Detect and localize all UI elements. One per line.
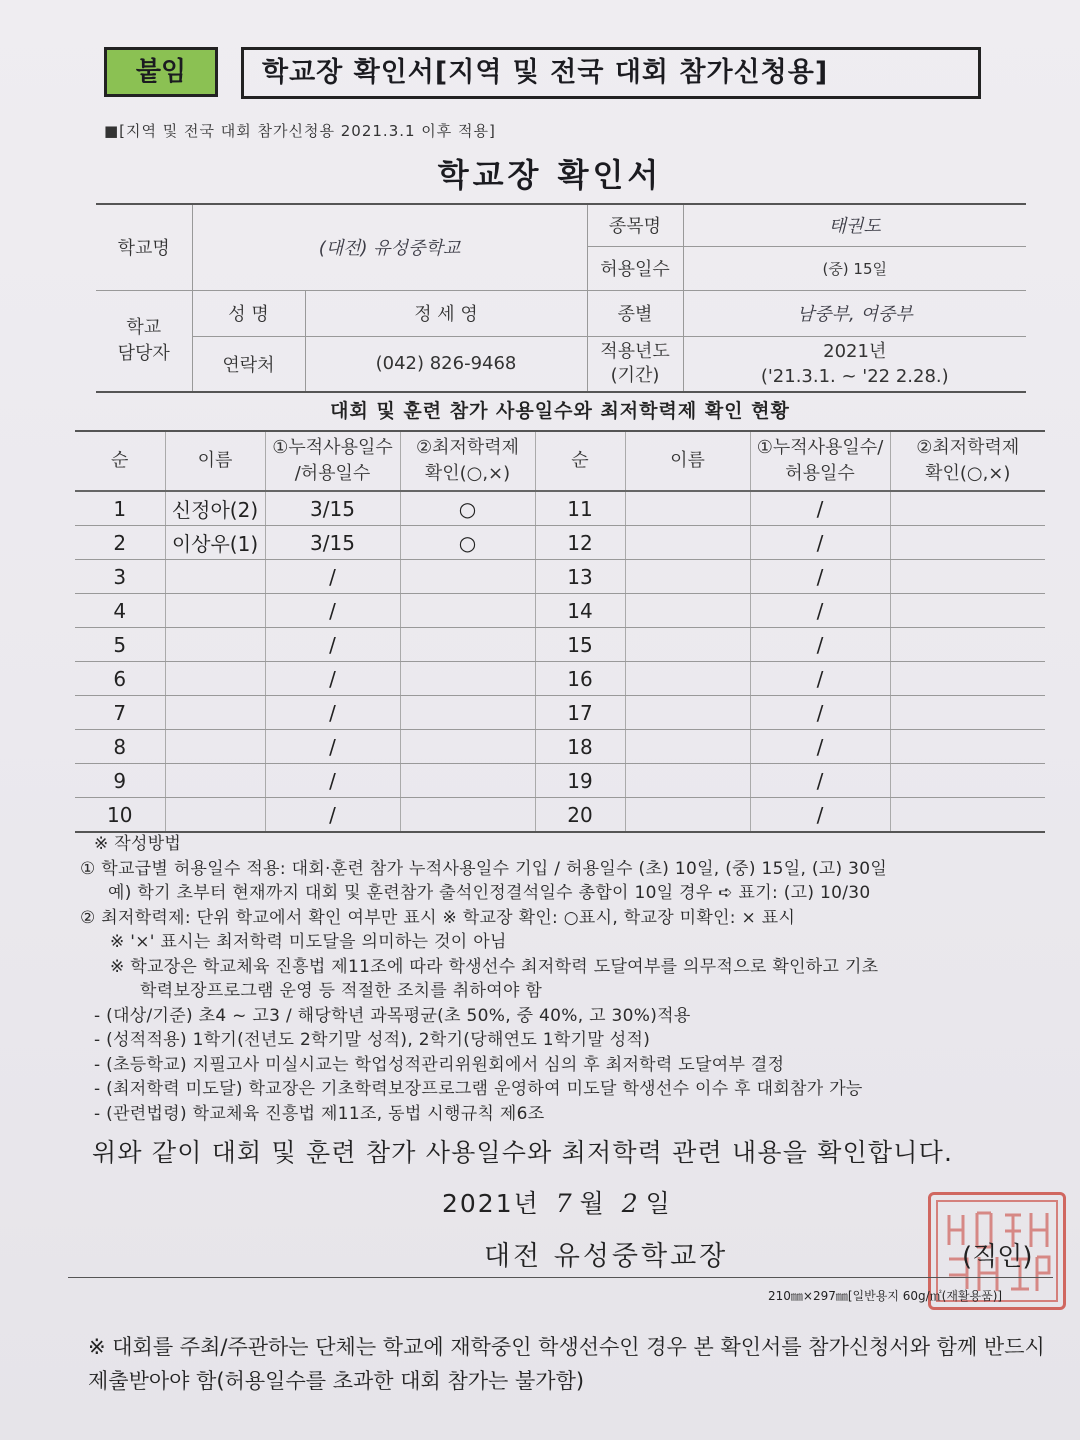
row-name (165, 560, 265, 594)
note-line: - (성적적용) 1학기(전년도 2학기말 성적), 2학기(당해연도 1학기말 성적) (94, 1030, 651, 1050)
row-no: 7 (75, 696, 165, 730)
note-line: ※ 작성방법 (94, 834, 182, 854)
row-name: 이상우(1) (165, 526, 265, 560)
section-title: 대회 및 훈련 참가 사용일수와 최저학력제 확인 현황 (330, 400, 790, 422)
row-no-2: 16 (535, 662, 625, 696)
row-days: / (265, 628, 400, 662)
note-line: - (최저학력 미도달) 학교장은 기초학력보장프로그램 운영하여 미도달 학생선수 이수 후 대회참가 가능 (94, 1079, 863, 1099)
row-no-2: 15 (535, 628, 625, 662)
row-days-2: / (750, 594, 890, 628)
period-label: (기간) (610, 364, 660, 386)
row-no: 4 (75, 594, 165, 628)
row-no-2: 14 (535, 594, 625, 628)
document-title: 학교장 확인서 (437, 156, 663, 194)
row-days: / (265, 730, 400, 764)
date-month: 월 (579, 1189, 606, 1218)
row-no-2: 20 (535, 798, 625, 833)
year-label: 적용년도 (600, 340, 670, 362)
principal-signature: 대전 유성중학교장 (484, 1241, 729, 1272)
row-no-2: 12 (535, 526, 625, 560)
row-check-2 (890, 560, 1045, 594)
row-name (165, 764, 265, 798)
row-check-2 (890, 696, 1045, 730)
row-days-2: / (750, 764, 890, 798)
row-check-2 (890, 730, 1045, 764)
note-line: ① 학교급별 허용일수 적용: 대회·훈련 참가 누적사용일수 기입 / 허용일수 (초) 10일, (중) 15일, (고) 30일 (80, 858, 888, 879)
header-title: 학교장 확인서[지역 및 전국 대회 참가신청용] (241, 47, 981, 99)
col-no-2: 순 (535, 431, 625, 491)
row-check (400, 764, 535, 798)
row-check (400, 696, 535, 730)
seal-label: (직인) (962, 1242, 1033, 1272)
note-line: - (관련법령) 학교체육 진흥법 제11조, 동법 시행규칙 제6조 (94, 1103, 545, 1124)
row-check (400, 594, 535, 628)
confirmation-statement: 위와 같이 대회 및 훈련 참가 사용일수와 최저학력 관련 내용을 확인합니다. (92, 1138, 954, 1167)
row-name-2 (625, 662, 750, 696)
row-no: 1 (75, 491, 165, 526)
col-name: 이름 (165, 431, 265, 491)
row-no: 3 (75, 560, 165, 594)
row-no: 10 (75, 798, 165, 833)
note-line: - (초등학교) 지필고사 미실시교는 학업성적관리위원회에서 심의 후 최저학력 도달여부 결정 (94, 1054, 785, 1075)
row-no-2: 13 (535, 560, 625, 594)
row-days: / (265, 798, 400, 833)
col-days2-line2: 허용일수 (785, 463, 855, 484)
row-name-2 (625, 560, 750, 594)
row-name-2 (625, 696, 750, 730)
division-value: 남중부, 여중부 (683, 290, 1026, 336)
table-row (75, 628, 1045, 662)
row-name (165, 594, 265, 628)
row-no: 6 (75, 662, 165, 696)
name-label: 성 명 (192, 290, 305, 336)
row-name (165, 662, 265, 696)
contact-label: 연락처 (192, 336, 305, 392)
row-no-2: 11 (535, 491, 625, 526)
row-check (400, 798, 535, 833)
col-check-line1: ②최저학력제 (415, 437, 520, 458)
row-no-2: 18 (535, 730, 625, 764)
paper-spec: 210㎜×297㎜[일반용지 60g/㎡(재활용품)] (768, 1289, 1003, 1303)
row-no: 2 (75, 526, 165, 560)
row-name-2 (625, 628, 750, 662)
row-days: / (265, 560, 400, 594)
allowed-days-value: (중) 15일 (683, 246, 1026, 290)
row-days: 3/15 (265, 526, 400, 560)
row-days: / (265, 662, 400, 696)
table-row (75, 662, 1045, 696)
col-no: 순 (75, 431, 165, 491)
date-year: 2021년 (442, 1189, 540, 1218)
row-check (400, 628, 535, 662)
school-name-label: 학교명 (96, 204, 192, 290)
note-line: 예) 학기 초부터 현재까지 대회 및 훈련참가 출석인정결석일수 총합이 10일 경우 ➪ 표기: (고) 10/30 (108, 883, 871, 903)
row-days-2: / (750, 560, 890, 594)
row-check-2 (890, 662, 1045, 696)
row-no: 9 (75, 764, 165, 798)
instructions (80, 832, 1060, 1126)
row-no-2: 17 (535, 696, 625, 730)
row-check (400, 662, 535, 696)
participation-table (75, 430, 1045, 833)
date-month-num: 7 (555, 1189, 574, 1218)
divider (68, 1277, 1053, 1278)
row-check: ○ (400, 526, 535, 560)
row-check-2 (890, 798, 1045, 833)
sport-label: 종목명 (587, 204, 683, 246)
row-name: 신정아(2) (165, 491, 265, 526)
row-name-2 (625, 594, 750, 628)
row-days-2: / (750, 491, 890, 526)
year-value: 2021년 (823, 340, 887, 362)
row-name (165, 628, 265, 662)
table-row (75, 764, 1045, 798)
row-name (165, 730, 265, 764)
row-days: 3/15 (265, 491, 400, 526)
table-row (75, 560, 1045, 594)
row-name-2 (625, 491, 750, 526)
row-days-2: / (750, 730, 890, 764)
col-days-line1: ①누적사용일수 (272, 437, 393, 458)
row-days-2: / (750, 526, 890, 560)
table-row (75, 798, 1045, 833)
applicability-note: ■[지역 및 전국 대회 참가신청용 2021.3.1 이후 적용] (104, 122, 496, 140)
row-no: 5 (75, 628, 165, 662)
row-name (165, 798, 265, 833)
row-check: ○ (400, 491, 535, 526)
signing-date (442, 1184, 672, 1220)
col-check2-line1: ②최저학력제 (916, 437, 1020, 458)
note-line: ※ 학교장은 학교체육 진흥법 제11조에 따라 학생선수 최저학력 도달여부를 의무적으로 확인하고 기초 (110, 956, 879, 977)
note-line: - (대상/기준) 초4 ~ 고3 / 해당학년 과목평균(초 50%, 중 40%, 고 30%)적용 (94, 1005, 691, 1026)
manager-label: 학교 담당자 (96, 290, 192, 392)
row-check-2 (890, 491, 1045, 526)
row-days: / (265, 696, 400, 730)
info-table (96, 203, 1026, 393)
row-name-2 (625, 526, 750, 560)
date-day-num: 2 (621, 1189, 640, 1218)
row-check-2 (890, 628, 1045, 662)
col-name-2: 이름 (625, 431, 750, 491)
row-no-2: 19 (535, 764, 625, 798)
row-check-2 (890, 594, 1045, 628)
table-row (75, 696, 1045, 730)
row-no: 8 (75, 730, 165, 764)
note-line: ② 최저학력제: 단위 학교에서 확인 여부만 표시 ※ 학교장 확인: ○표시, 학교장 미확인: × 표시 (80, 907, 796, 928)
note-line: ※ '×' 표시는 최저학력 미도달을 의미하는 것이 아님 (110, 932, 507, 952)
row-check (400, 560, 535, 594)
row-name-2 (625, 798, 750, 833)
note-line: 학력보장프로그램 운영 등 적절한 조치를 취하여야 함 (140, 981, 543, 1001)
date-day: 일 (645, 1189, 672, 1218)
col-days2-line1: ①누적사용일수/ (756, 437, 884, 458)
period-value: ('21.3.1. ~ '22 2.28.) (760, 365, 949, 387)
division-label: 종별 (587, 290, 683, 336)
footer-note: ※ 대회를 주최/주관하는 단체는 학교에 재학중인 학생선수인 경우 본 확인서를 참가신청서와 함께 반드시 제출받아야 함(허용일수를 초과한 대회 참가는 불가함) (88, 1335, 1045, 1393)
school-name-value: (대전) 유성중학교 (192, 204, 587, 290)
row-name (165, 696, 265, 730)
table-row (75, 491, 1045, 526)
row-check-2 (890, 764, 1045, 798)
row-days-2: / (750, 628, 890, 662)
row-days: / (265, 594, 400, 628)
col-check2-line2: 확인(○,×) (925, 463, 1011, 484)
table-row (75, 526, 1045, 560)
manager-name-value: 정 세 영 (305, 290, 587, 336)
contact-value: (042) 826-9468 (305, 336, 587, 392)
table-row (75, 594, 1045, 628)
row-check (400, 730, 535, 764)
sport-value: 태권도 (683, 204, 1026, 246)
row-days-2: / (750, 696, 890, 730)
row-days-2: / (750, 662, 890, 696)
row-check-2 (890, 526, 1045, 560)
col-check-line2: 확인(○,×) (424, 463, 511, 484)
allowed-days-label: 허용일수 (587, 246, 683, 290)
row-name-2 (625, 730, 750, 764)
row-days-2: / (750, 798, 890, 833)
row-days: / (265, 764, 400, 798)
table-row (75, 730, 1045, 764)
attachment-badge: 붙임 (104, 47, 218, 97)
col-days-line2: /허용일수 (294, 463, 371, 484)
row-name-2 (625, 764, 750, 798)
